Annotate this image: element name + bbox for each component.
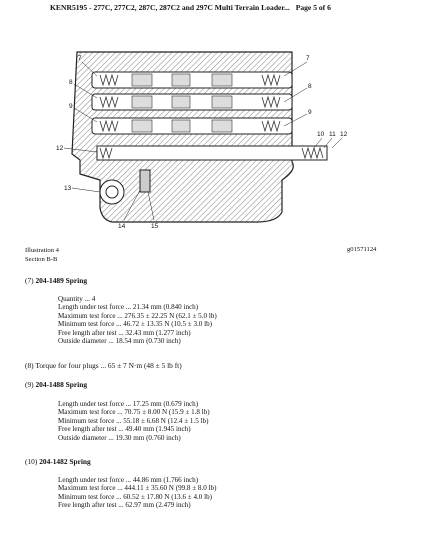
section-heading: 204-1489 Spring	[35, 276, 88, 285]
spec-line: Outside diameter ... 18.54 mm (0.730 inch)	[58, 337, 181, 346]
spec-line: Length under test force ... 17.25 mm (0.679 inch)	[58, 400, 199, 408]
callout-8-right: 8	[308, 83, 312, 90]
spec-line: Quantity ... 4	[58, 295, 96, 303]
callout-7-right: 7	[306, 55, 310, 62]
spec-list	[58, 476, 216, 510]
callout-9-right: 9	[308, 109, 312, 116]
illustration-label: Illustration 4	[25, 247, 59, 254]
spec-list	[58, 400, 210, 442]
spec-list	[58, 295, 217, 345]
callout-12-left: 12	[56, 145, 64, 152]
spec-line: Maximum test force ... 70.75 ± 8.00 N (15.9 ± 1.8 lb)	[58, 408, 210, 417]
callout-9-left: 9	[69, 103, 73, 110]
illustration-section: Section B-B	[25, 256, 58, 263]
header-title: KENR5195 - 277C, 277C2, 287C, 287C2 and 297C Multi Terrain Loader...	[50, 3, 290, 12]
illustration-id: g01571124	[347, 246, 377, 253]
valve-section-illustration	[52, 42, 352, 232]
section-title	[25, 276, 87, 285]
callout-12-right: 12	[340, 131, 348, 138]
spec-line: Length under test force ... 44.86 mm (1.766 inch)	[58, 476, 199, 484]
spec-line: Free length after test ... 49.40 mm (1.945 inch)	[58, 425, 191, 434]
section-heading: Torque for four plugs ... 65 ± 7 N·m (48 ± 5 lb ft)	[35, 361, 182, 370]
section-number: (10)	[25, 457, 38, 466]
callout-8-left: 8	[69, 79, 73, 86]
callout-7-left: 7	[78, 55, 82, 62]
section-heading: 204-1488 Spring	[35, 380, 88, 389]
section-number: (9)	[25, 380, 34, 389]
callout-11: 11	[329, 131, 336, 138]
spec-line: Length under test force ... 21.34 mm (0.840 inch)	[58, 303, 199, 312]
spec-line: Outside diameter ... 19.30 mm (0.760 inch)	[58, 433, 181, 442]
spec-line: Free length after test ... 32.43 mm (1.277 inch)	[58, 328, 191, 337]
spec-line: Maximum test force ... 444.11 ± 35.60 N (99.8 ± 8.0 lb)	[58, 484, 217, 493]
page-header	[50, 3, 420, 12]
section-number: (8)	[25, 361, 34, 370]
spec-line: Free length after test ... 62.97 mm (2.479 inch)	[58, 501, 191, 510]
spec-line: Maximum test force ... 276.35 ± 22.25 N (62.1 ± 5.0 lb)	[58, 311, 217, 320]
callout-14: 14	[118, 223, 126, 230]
spec-line: Minimum test force ... 60.52 ± 17.80 N (13.6 ± 4.0 lb)	[58, 492, 212, 501]
callout-13: 13	[64, 185, 72, 192]
illustration-caption	[25, 246, 59, 264]
section-heading: 204-1482 Spring	[39, 457, 91, 466]
section-title	[25, 361, 182, 370]
spec-line: Minimum test force ... 55.18 ± 6.68 N (12.4 ± 1.5 lb)	[58, 416, 209, 425]
callout-10: 10	[317, 131, 325, 138]
header-page-number: Page 5 of 6	[295, 3, 331, 12]
callout-15: 15	[151, 223, 159, 230]
spec-line: Minimum test force ... 46.72 ± 13.35 N (10.5 ± 3.0 lb)	[58, 320, 212, 329]
section-number: (7)	[25, 276, 34, 285]
section-title	[25, 380, 87, 389]
section-title	[25, 457, 91, 466]
